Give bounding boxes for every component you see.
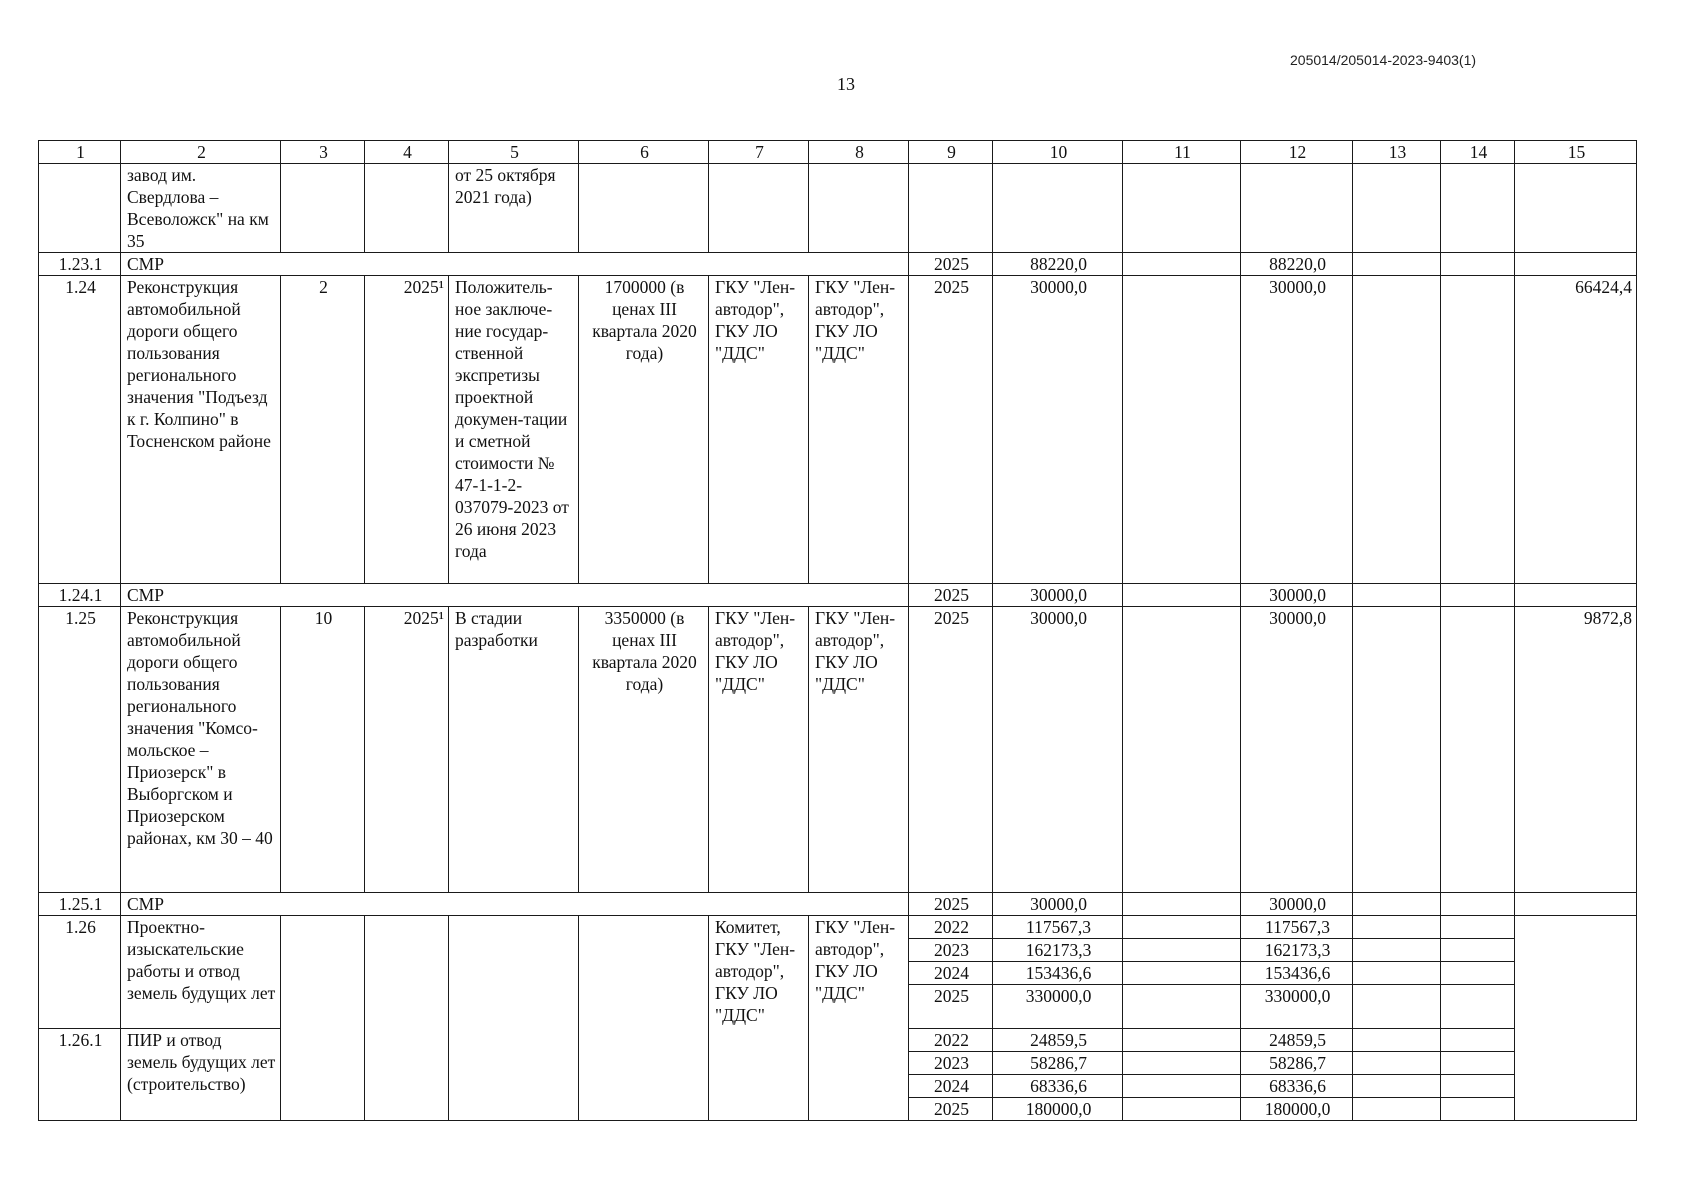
amount-cell: 9872,8 bbox=[1515, 607, 1637, 893]
row-label: СМР bbox=[121, 253, 909, 276]
column-header: 7 bbox=[709, 141, 809, 164]
table-row bbox=[39, 164, 1637, 253]
amount-cell: 30000,0 bbox=[993, 607, 1123, 893]
row-number: 1.24 bbox=[39, 276, 121, 584]
column-header: 4 bbox=[365, 141, 449, 164]
column-header: 12 bbox=[1241, 141, 1353, 164]
year-cell: 2023 bbox=[909, 939, 993, 962]
amount-cell: 30000,0 bbox=[993, 276, 1123, 584]
capacity-cell: 2 bbox=[281, 276, 365, 584]
amount-cell: 88220,0 bbox=[993, 253, 1123, 276]
object-name: завод им. Свердлова – Всеволожск" на км 35 bbox=[121, 164, 281, 253]
year-cell: 2022 bbox=[909, 916, 993, 939]
amount-cell: 30000,0 bbox=[993, 893, 1123, 916]
table-row bbox=[39, 916, 1637, 939]
amount-cell: 153436,6 bbox=[1241, 962, 1353, 985]
row-number: 1.23.1 bbox=[39, 253, 121, 276]
expertise-cell: В стадии разработки bbox=[449, 607, 579, 893]
year-cell: 2025 bbox=[909, 253, 993, 276]
column-header: 9 bbox=[909, 141, 993, 164]
year-start-cell: 2025¹ bbox=[365, 276, 449, 584]
column-header: 13 bbox=[1353, 141, 1441, 164]
developer-cell: ГКУ "Лен-автодор", ГКУ ЛО "ДДС" bbox=[809, 276, 909, 584]
amount-cell: 68336,6 bbox=[1241, 1075, 1353, 1098]
amount-cell: 117567,3 bbox=[1241, 916, 1353, 939]
column-header: 5 bbox=[449, 141, 579, 164]
row-number: 1.25.1 bbox=[39, 893, 121, 916]
row-label: СМР bbox=[121, 893, 909, 916]
amount-cell: 30000,0 bbox=[993, 584, 1123, 607]
amount-cell: 24859,5 bbox=[993, 1029, 1123, 1052]
table-row bbox=[39, 584, 1637, 607]
year-cell: 2025 bbox=[909, 985, 993, 1029]
table-row bbox=[39, 893, 1637, 916]
amount-cell: 180000,0 bbox=[993, 1098, 1123, 1121]
amount-cell: 30000,0 bbox=[1241, 584, 1353, 607]
amount-cell: 68336,6 bbox=[993, 1075, 1123, 1098]
amount-cell: 330000,0 bbox=[1241, 985, 1353, 1029]
developer-cell: ГКУ "Лен-автодор", ГКУ ЛО "ДДС" bbox=[809, 607, 909, 893]
developer-cell: ГКУ "Лен-автодор", ГКУ ЛО "ДДС" bbox=[809, 916, 909, 1121]
row-number: 1.25 bbox=[39, 607, 121, 893]
year-cell: 2025 bbox=[909, 584, 993, 607]
year-cell: 2025 bbox=[909, 607, 993, 893]
amount-cell: 117567,3 bbox=[993, 916, 1123, 939]
column-header: 1 bbox=[39, 141, 121, 164]
amount-cell: 58286,7 bbox=[1241, 1052, 1353, 1075]
amount-cell: 58286,7 bbox=[993, 1052, 1123, 1075]
expertise-cell: от 25 октября 2021 года) bbox=[449, 164, 579, 253]
year-cell: 2024 bbox=[909, 1075, 993, 1098]
column-header: 15 bbox=[1515, 141, 1637, 164]
column-header: 14 bbox=[1441, 141, 1515, 164]
column-header: 8 bbox=[809, 141, 909, 164]
amount-cell: 162173,3 bbox=[1241, 939, 1353, 962]
table-row bbox=[39, 607, 1637, 893]
year-cell: 2023 bbox=[909, 1052, 993, 1075]
table-row bbox=[39, 253, 1637, 276]
amount-cell: 30000,0 bbox=[1241, 607, 1353, 893]
capacity-cell: 10 bbox=[281, 607, 365, 893]
column-header: 6 bbox=[579, 141, 709, 164]
customer-cell: ГКУ "Лен-автодор", ГКУ ЛО "ДДС" bbox=[709, 276, 809, 584]
column-header: 11 bbox=[1123, 141, 1241, 164]
amount-cell: 162173,3 bbox=[993, 939, 1123, 962]
budget-table bbox=[38, 140, 1637, 1121]
row-number: 1.26.1 bbox=[39, 1029, 121, 1121]
customer-cell: Комитет, ГКУ "Лен-автодор", ГКУ ЛО "ДДС" bbox=[709, 916, 809, 1121]
year-start-cell: 2025¹ bbox=[365, 607, 449, 893]
table-header-row bbox=[39, 141, 1637, 164]
page-number: 13 bbox=[837, 74, 855, 94]
year-cell: 2025 bbox=[909, 893, 993, 916]
amount-cell: 88220,0 bbox=[1241, 253, 1353, 276]
amount-cell: 30000,0 bbox=[1241, 276, 1353, 584]
cost-cell: 3350000 (в ценах III квартала 2020 года) bbox=[579, 607, 709, 893]
amount-cell: 153436,6 bbox=[993, 962, 1123, 985]
amount-cell: 330000,0 bbox=[993, 985, 1123, 1029]
cost-cell: 1700000 (в ценах III квартала 2020 года) bbox=[579, 276, 709, 584]
amount-cell: 180000,0 bbox=[1241, 1098, 1353, 1121]
year-cell: 2022 bbox=[909, 1029, 993, 1052]
column-header: 10 bbox=[993, 141, 1123, 164]
customer-cell: ГКУ "Лен-автодор", ГКУ ЛО "ДДС" bbox=[709, 607, 809, 893]
row-number: 1.24.1 bbox=[39, 584, 121, 607]
year-cell: 2024 bbox=[909, 962, 993, 985]
column-header: 3 bbox=[281, 141, 365, 164]
year-cell: 2025 bbox=[909, 1098, 993, 1121]
row-label: СМР bbox=[121, 584, 909, 607]
expertise-cell: Положитель-ное заключе-ние государ-ственной экспретизы проектной докумен-тации и сметной стоимости № 47-1-1-2-037079-2023 от 26 июня 2023 года bbox=[449, 276, 579, 584]
object-name: ПИР и отвод земель будущих лет (строительство) bbox=[121, 1029, 281, 1121]
object-name: Реконструкция автомобильной дороги общего пользования регионального значения "Подъезд к г. Колпино" в Тосненском районе bbox=[121, 276, 281, 584]
document-id: 205014/205014-2023-9403(1) bbox=[1290, 52, 1477, 68]
amount-cell: 66424,4 bbox=[1515, 276, 1637, 584]
object-name: Реконструкция автомобильной дороги общего пользования регионального значения "Комсо-мольское – Приозерск" в Выборгском и Приозерском районах, км 30 – 40 bbox=[121, 607, 281, 893]
amount-cell: 30000,0 bbox=[1241, 893, 1353, 916]
column-header: 2 bbox=[121, 141, 281, 164]
table-row bbox=[39, 276, 1637, 584]
year-cell: 2025 bbox=[909, 276, 993, 584]
object-name: Проектно-изыскательские работы и отвод земель будущих лет bbox=[121, 916, 281, 1029]
amount-cell: 24859,5 bbox=[1241, 1029, 1353, 1052]
row-number: 1.26 bbox=[39, 916, 121, 1029]
